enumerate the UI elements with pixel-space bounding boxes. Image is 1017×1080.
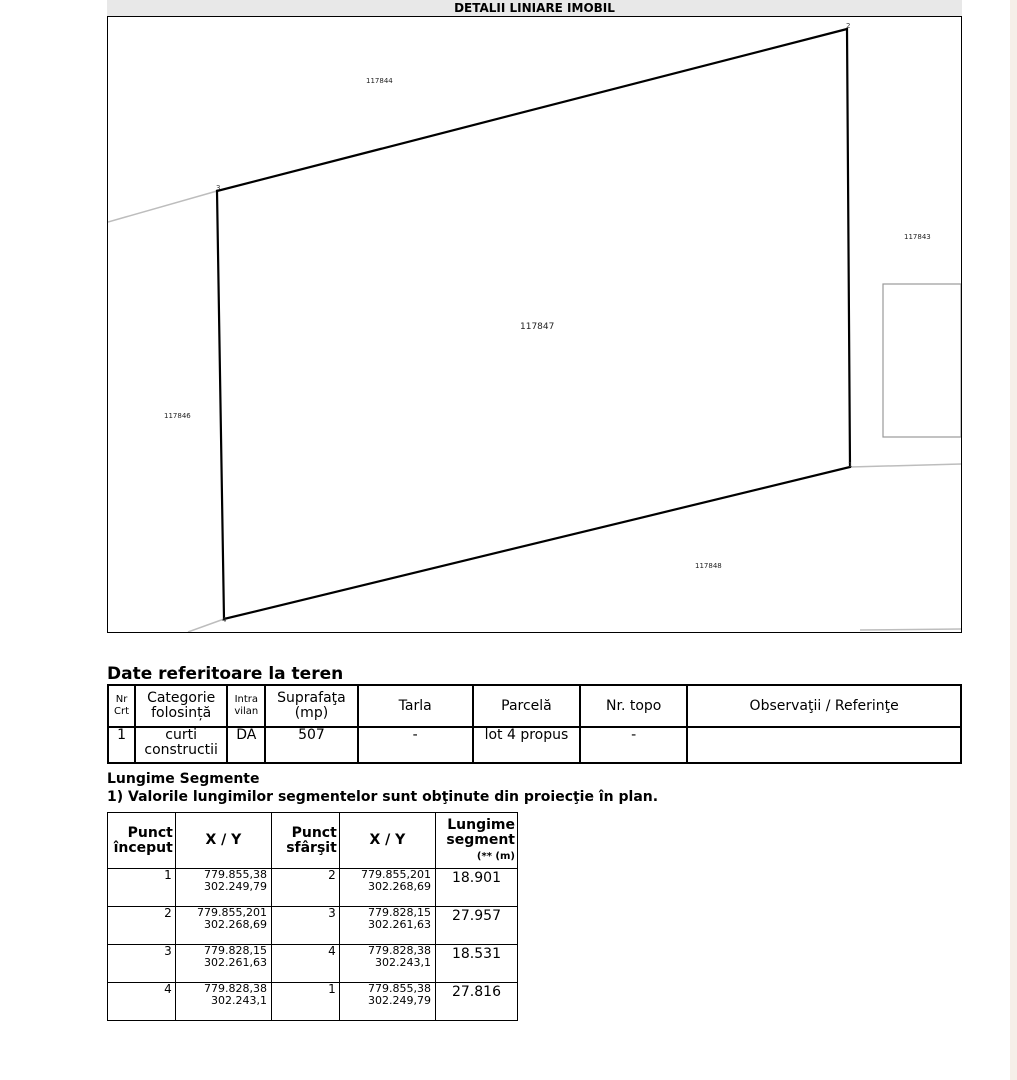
teren-table bbox=[107, 684, 962, 764]
col-header-length bbox=[435, 813, 517, 869]
col-header-parcela: Parcelă bbox=[473, 685, 580, 727]
cell-length: 18.901 bbox=[435, 869, 517, 907]
vertex-label: 1 bbox=[848, 461, 853, 469]
end-y: 302.243,1 bbox=[374, 956, 431, 969]
start-y: 302.261,63 bbox=[204, 956, 267, 969]
start-x: 779.855,201 bbox=[197, 906, 267, 919]
col-header-nr-topo: Nr. topo bbox=[580, 685, 687, 727]
start-y: 302.243,1 bbox=[211, 994, 267, 1007]
cell-nr-crt: 1 bbox=[108, 727, 135, 763]
segments-title: Lungime Segmente bbox=[107, 771, 260, 787]
cell-start-point: 2 bbox=[108, 907, 176, 945]
neighbor-boundary-line bbox=[188, 619, 224, 632]
cell-parcela: lot 4 propus bbox=[473, 727, 580, 763]
vertex-label: 4 bbox=[222, 616, 227, 624]
start-y: 302.268,69 bbox=[204, 918, 267, 931]
col-header-nr-crt: Nr Crt bbox=[108, 685, 135, 727]
start-y: 302.249,79 bbox=[204, 880, 267, 893]
neighbor-boundary-line bbox=[850, 464, 961, 467]
cell-suprafata: 507 bbox=[265, 727, 357, 763]
main-parcel-number: 117847 bbox=[520, 322, 555, 332]
cell-length: 27.816 bbox=[435, 983, 517, 1021]
neighbor-boundary-line bbox=[860, 629, 961, 630]
teren-section-title: Date referitoare la teren bbox=[107, 664, 344, 684]
col-header-start: Punct început bbox=[108, 813, 176, 869]
segments-body bbox=[108, 869, 518, 1021]
table-header-row bbox=[108, 813, 518, 869]
length-header-label: Lungime segment bbox=[446, 816, 515, 848]
col-header-xy-end: X / Y bbox=[339, 813, 435, 869]
neighbor-parcel-number: 117848 bbox=[695, 562, 722, 570]
neighbor-building bbox=[883, 284, 961, 437]
length-header-unit: (** (m) bbox=[476, 850, 515, 862]
end-x: 779.828,38 bbox=[367, 944, 431, 957]
cell-start-coords bbox=[175, 983, 271, 1021]
col-header-suprafata: Suprafaţa (mp) bbox=[265, 685, 357, 727]
end-x: 779.855,201 bbox=[360, 868, 431, 881]
neighbor-boundary-line bbox=[108, 191, 217, 222]
cell-observatii bbox=[687, 727, 961, 763]
segments-table bbox=[107, 812, 518, 1021]
neighbor-parcel-number: 117843 bbox=[904, 233, 931, 241]
neighbor-parcel-number: 117844 bbox=[366, 77, 393, 85]
cell-start-coords bbox=[175, 945, 271, 983]
cell-nr-topo: - bbox=[580, 727, 687, 763]
col-header-observatii: Observaţii / Referinţe bbox=[687, 685, 961, 727]
cell-end-point: 2 bbox=[271, 869, 339, 907]
end-y: 302.261,63 bbox=[367, 918, 431, 931]
cell-length: 27.957 bbox=[435, 907, 517, 945]
cell-start-coords bbox=[175, 907, 271, 945]
col-header-tarla: Tarla bbox=[358, 685, 473, 727]
cell-end-point: 3 bbox=[271, 907, 339, 945]
table-row bbox=[108, 727, 961, 763]
page-header bbox=[107, 0, 962, 16]
table-row bbox=[108, 907, 518, 945]
table-row bbox=[108, 983, 518, 1021]
cell-start-coords bbox=[175, 869, 271, 907]
vertex-label: 2 bbox=[846, 22, 851, 30]
cell-end-coords bbox=[339, 907, 435, 945]
header-title: DETALII LINIARE IMOBIL bbox=[454, 1, 615, 15]
cell-end-point: 4 bbox=[271, 945, 339, 983]
neighbor-parcel-number: 117846 bbox=[164, 412, 191, 420]
table-row bbox=[108, 869, 518, 907]
parcel-map-drawing bbox=[108, 17, 961, 632]
col-header-categorie: Categorie folosință bbox=[135, 685, 227, 727]
cell-start-point: 1 bbox=[108, 869, 176, 907]
start-x: 779.855,38 bbox=[204, 868, 267, 881]
parcel-map bbox=[107, 16, 962, 633]
segments-section bbox=[107, 770, 658, 806]
cell-start-point: 4 bbox=[108, 983, 176, 1021]
table-row bbox=[108, 945, 518, 983]
start-x: 779.828,15 bbox=[204, 944, 267, 957]
segments-note: 1) Valorile lungimilor segmentelor sunt obţinute din proiecţie în plan. bbox=[107, 789, 659, 805]
col-header-xy-start: X / Y bbox=[175, 813, 271, 869]
page-edge-strip bbox=[1010, 0, 1017, 1080]
end-x: 779.855,38 bbox=[367, 982, 431, 995]
cell-intravilan: DA bbox=[227, 727, 265, 763]
cell-length: 18.531 bbox=[435, 945, 517, 983]
cell-end-coords bbox=[339, 945, 435, 983]
col-header-intravilan: Intra vilan bbox=[227, 685, 265, 727]
start-x: 779.828,38 bbox=[204, 982, 267, 995]
end-x: 779.828,15 bbox=[367, 906, 431, 919]
end-y: 302.268,69 bbox=[367, 880, 431, 893]
table-header-row bbox=[108, 685, 961, 727]
cell-end-point: 1 bbox=[271, 983, 339, 1021]
col-header-end: Punct sfârşit bbox=[271, 813, 339, 869]
cell-end-coords bbox=[339, 869, 435, 907]
end-y: 302.249,79 bbox=[367, 994, 431, 1007]
cell-end-coords bbox=[339, 983, 435, 1021]
cell-categorie: curti constructii bbox=[135, 727, 227, 763]
cell-tarla: - bbox=[358, 727, 473, 763]
cell-start-point: 3 bbox=[108, 945, 176, 983]
vertex-label: 3 bbox=[216, 184, 221, 192]
